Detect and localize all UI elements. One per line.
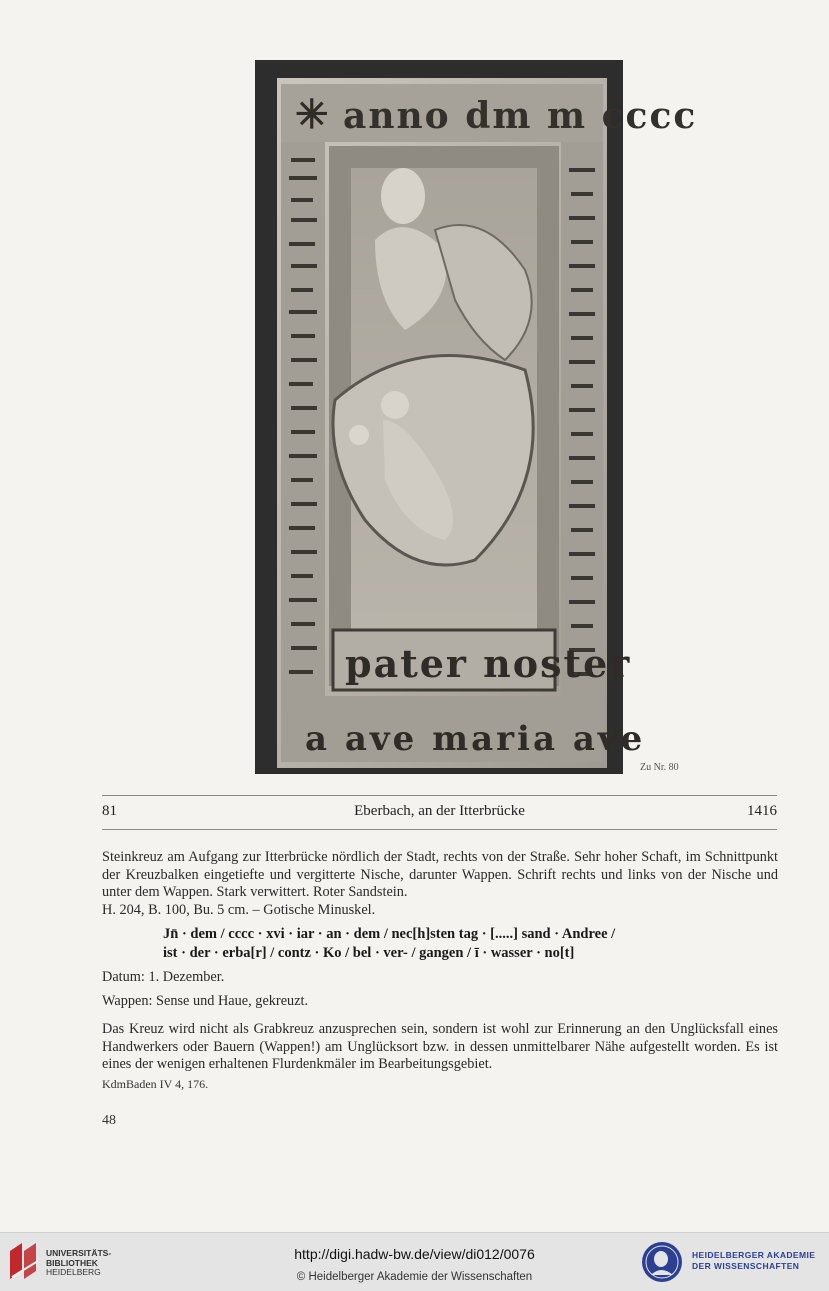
copyright-notice: © Heidelberger Akademie der Wissenschaften	[296, 1271, 533, 1283]
ub-line-3: HEIDELBERG	[46, 1267, 101, 1277]
header-rule-bottom	[102, 829, 777, 830]
panel-lettering: pater noster	[345, 641, 632, 686]
inscription-transcription	[163, 925, 723, 963]
bottom-band-lettering: a ave maria ave	[305, 719, 646, 759]
top-band-text: anno dm m cccc	[343, 95, 698, 137]
entry-number: 81	[102, 803, 117, 819]
hadw-line-1: HEIDELBERGER AKADEMIE	[692, 1250, 816, 1260]
literature-reference: KdmBaden IV 4, 176.	[102, 1077, 209, 1091]
wappen-text: Wappen: Sense und Haue, gekreuzt.	[102, 993, 309, 1009]
inscription-line-1: Jn̄ · dem / cccc · xvi · iar · an · dem / nec[h]sten tag · [.....] sand · Andree /	[163, 926, 616, 942]
page-number: 48	[102, 1113, 116, 1128]
dimensions-text: H. 204, B. 100, Bu. 5 cm. – Gotische Minuskel.	[102, 901, 376, 918]
ub-line-1: UNIVERSITÄTS-	[46, 1248, 112, 1258]
description-block	[102, 849, 778, 919]
commentary-text: Das Kreuz wird nicht als Grabkreuz anzusprechen sein, sondern ist wohl zur Erinnerung an den Unglücksfall eines Handwerkers oder Bauern (Wappen!) am Unglücksort bzw. in dessen unmittelbarer Nähe aufgestellt worden. Es ist eines der wenigen erhaltenen Flurdenkmäler im Bearbeitungsgebiet.	[102, 1021, 778, 1072]
entry-year: 1416	[747, 803, 777, 819]
top-band-lettering: ✳	[295, 91, 329, 138]
academy-seal-icon[interactable]	[641, 1241, 683, 1283]
datum-text: Datum: 1. Dezember.	[102, 969, 225, 985]
footer-bar	[0, 1232, 829, 1291]
entry-title: Eberbach, an der Itterbrücke	[354, 803, 525, 819]
permalink-url[interactable]: http://digi.hadw-bw.de/view/di012/0076	[294, 1246, 535, 1262]
hadw-line-2: DER WISSENSCHAFTEN	[692, 1261, 800, 1271]
entry-header	[102, 803, 777, 823]
inscription-line-2: ist · der · erba[r] / contz · Ko / bel · ver- / gangen / ī · wasser · no[t]	[163, 945, 575, 961]
academy-name[interactable]	[692, 1250, 815, 1272]
ub-line-2: BIBLIOTHEK	[46, 1257, 98, 1268]
header-rule-top	[102, 795, 777, 796]
description-text: Steinkreuz am Aufgang zur Itterbrücke nördlich der Stadt, rechts von der Straße. Sehr hoher Schaft, im Schnittpunkt der Kreuzbalken eingetiefte und vergitterte Nische, darunter Wappen. Schrift rechts und links von der Nische und unter dem Wappen. Stark verwittert. Roter Sandstein.	[102, 849, 778, 900]
photo-caption: Zu Nr. 80	[640, 762, 679, 773]
